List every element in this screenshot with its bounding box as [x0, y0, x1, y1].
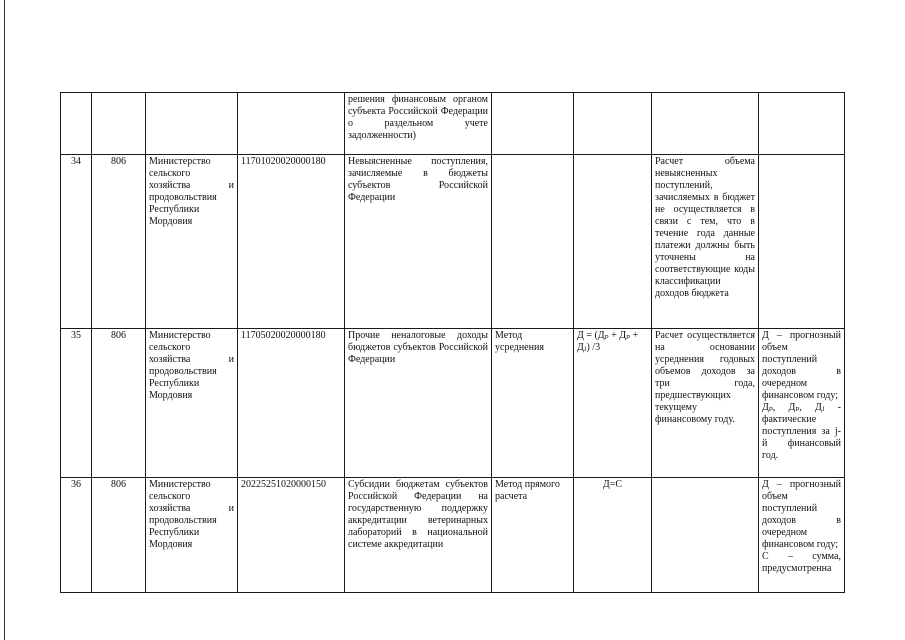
- kbk-code: 11705020020000180: [238, 329, 345, 478]
- ministry-name: [146, 93, 238, 155]
- revenue-name: Невыясненные поступления, зачисляемые в бюджеты субъектов Российской Федерации: [345, 155, 492, 329]
- calculation-description: Расчет объема невыясненных поступлений, зачисляемых в бюджет не осуществляется в связи с тем, что в течение года данные платежи должны быть уточнены на соответствующие коды классификации доходов бюджета: [652, 155, 759, 329]
- scan-left-edge: [4, 0, 5, 640]
- forecast-method: Метод прямого расчета: [492, 478, 574, 593]
- calculation-description: Расчет осуществляется на основании усреднения годовых объемов доходов за три года, предшествующих текущему финансовому году.: [652, 329, 759, 478]
- admin-code: 806: [92, 478, 146, 593]
- row-number: 35: [61, 329, 92, 478]
- indicator-notes: [759, 155, 845, 329]
- kbk-code: [238, 93, 345, 155]
- indicator-notes: [759, 93, 845, 155]
- revenue-forecast-table: [60, 92, 845, 593]
- revenue-name: Субсидии бюджетам субъектов Российской Федерации на государственную поддержку аккредитации ветеринарных лабораторий в национальной системе аккредитации: [345, 478, 492, 593]
- row-number: 36: [61, 478, 92, 593]
- row-number: [61, 93, 92, 155]
- forecast-method: [492, 93, 574, 155]
- indicator-notes: Д – прогнозный объем поступлений доходов в очередном финансовом году; С – сумма, предусмотренна: [759, 478, 845, 593]
- table-row: [61, 155, 845, 329]
- revenue-name: Прочие неналоговые доходы бюджетов субъектов Российской Федерации: [345, 329, 492, 478]
- forecast-method: [492, 155, 574, 329]
- forecast-formula: [574, 93, 652, 155]
- admin-code: 806: [92, 329, 146, 478]
- calculation-description: [652, 93, 759, 155]
- forecast-method: Метод усреднения: [492, 329, 574, 478]
- table-row: [61, 93, 845, 155]
- revenue-name: решения финансовым органом субъекта Российской Федерации о раздельном учете задолженности): [345, 93, 492, 155]
- table-row: [61, 329, 845, 478]
- kbk-code: 20225251020000150: [238, 478, 345, 593]
- forecast-formula: Д=С: [574, 478, 652, 593]
- admin-code: [92, 93, 146, 155]
- kbk-code: 11701020020000180: [238, 155, 345, 329]
- calculation-description: [652, 478, 759, 593]
- ministry-name: Министерство сельского хозяйства и продовольствия Республики Мордовия: [146, 329, 238, 478]
- ministry-name: Министерство сельского хозяйства и продовольствия Республики Мордовия: [146, 155, 238, 329]
- indicator-notes: Д – прогнозный объем поступлений доходов в очередном финансовом году; Дₚ, Дₚ, Дⱼ - фактические поступления за j-й финансовый год.: [759, 329, 845, 478]
- forecast-formula: Д = (Дₚ + Дₚ + Дⱼ) /3: [574, 329, 652, 478]
- forecast-formula: [574, 155, 652, 329]
- ministry-name: Министерство сельского хозяйства и продовольствия Республики Мордовия: [146, 478, 238, 593]
- table-row: [61, 478, 845, 593]
- admin-code: 806: [92, 155, 146, 329]
- row-number: 34: [61, 155, 92, 329]
